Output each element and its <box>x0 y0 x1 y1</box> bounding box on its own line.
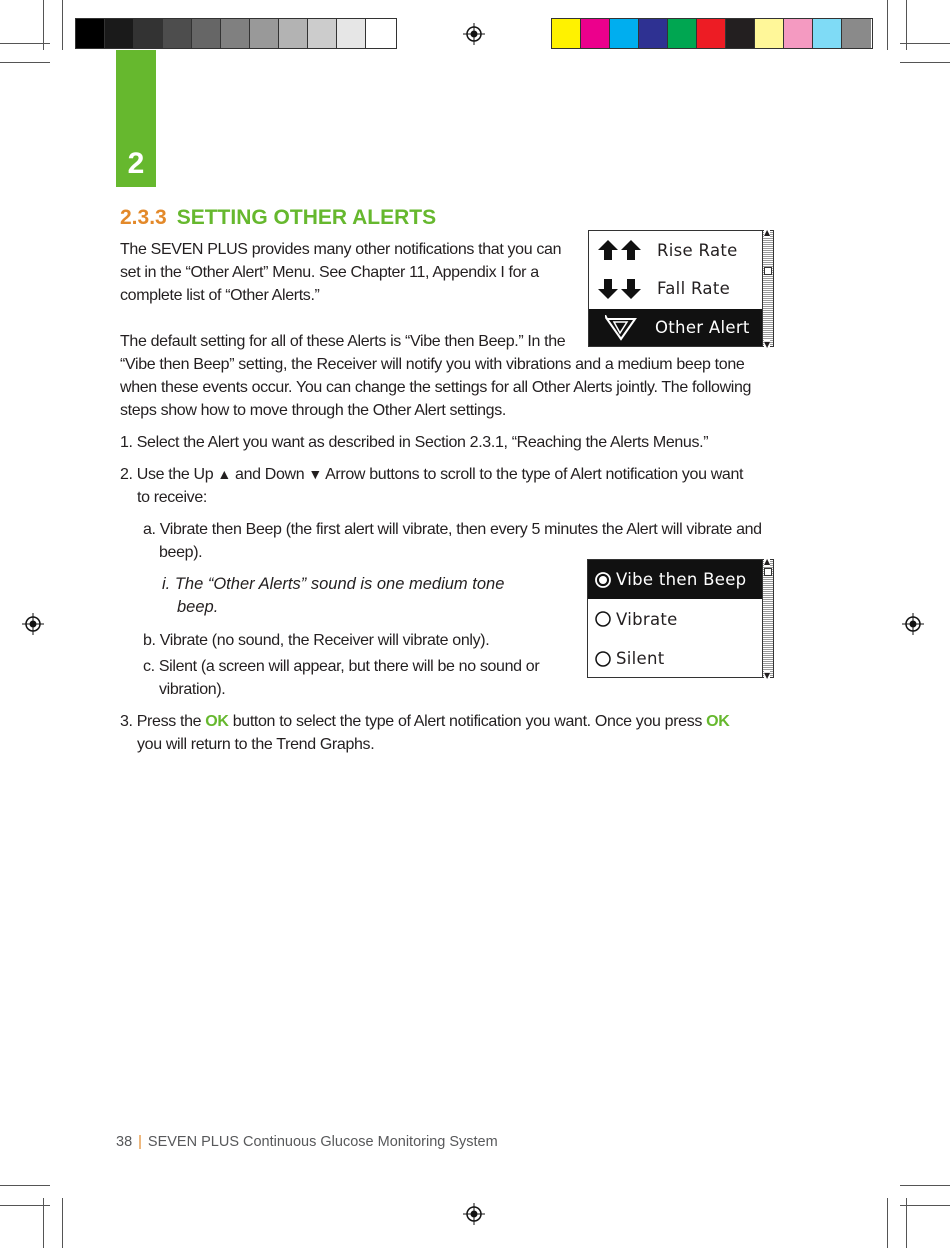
step-3 <box>120 710 790 756</box>
footer-separator: | <box>138 1134 142 1150</box>
section-heading <box>120 206 436 230</box>
crop-mark <box>887 0 888 50</box>
sub-item-a <box>143 518 803 564</box>
sub-item-c-line1: c. Silent (a screen will appear, but there will be no sound or <box>143 658 540 675</box>
ok-button-label: OK <box>205 713 229 730</box>
section-number: 2.3.3 <box>120 206 167 229</box>
scroll-down-arrow-icon: ▼ <box>764 671 771 680</box>
scrollbar-thumb[interactable] <box>764 267 772 275</box>
chapter-number: 2 <box>127 147 145 180</box>
menu-item-label: Other Alert <box>655 318 750 337</box>
step-3-text-b: button to select the type of Alert notification you want. Once you press <box>232 713 703 730</box>
default-text-line1: The default setting for all of these Alerts is “Vibe then Beep.” In the <box>120 333 566 350</box>
color-swatch <box>337 19 366 48</box>
page-footer <box>116 1134 498 1150</box>
crop-mark <box>0 1205 50 1206</box>
color-swatch <box>76 19 105 48</box>
crop-mark <box>0 43 50 44</box>
color-swatch <box>813 19 842 48</box>
crop-mark <box>0 62 50 63</box>
color-swatch <box>134 19 163 48</box>
registration-mark-icon <box>902 613 924 635</box>
crop-mark <box>900 62 950 63</box>
sub-item-c-line2: vibration). <box>159 681 226 698</box>
color-swatch <box>192 19 221 48</box>
footer-title: SEVEN PLUS Continuous Glucose Monitoring System <box>147 1134 498 1150</box>
color-swatch <box>366 19 395 48</box>
scrollbar[interactable] <box>762 557 773 680</box>
chapter-tab <box>116 50 156 187</box>
default-text-rest: “Vibe then Beep” setting, the Receiver will notify you with vibrations and a medium beep tone when these events occur. You can change the settings for all Other Alerts jointly. The following steps show how to move through the Other Alert settings. <box>120 356 752 419</box>
menu-item-label: Fall Rate <box>657 279 731 298</box>
step-2-text-d: to receive: <box>137 489 207 506</box>
alert-options-screen <box>587 559 774 678</box>
color-swatch <box>639 19 668 48</box>
scrollbar[interactable] <box>762 228 773 349</box>
color-swatch <box>610 19 639 48</box>
scroll-up-arrow-icon: ▲ <box>764 228 771 237</box>
menu-item-fall-rate[interactable] <box>589 269 763 308</box>
registration-mark-icon <box>463 1203 485 1225</box>
color-swatch <box>784 19 813 48</box>
radio-selected-icon <box>594 571 612 589</box>
menu-item-other-alert[interactable] <box>589 309 763 346</box>
grayscale-color-bar <box>75 18 397 49</box>
step-1-text: 1. Select the Alert you want as described in Section 2.3.1, “Reaching the Alerts Menus.” <box>120 434 709 451</box>
down-arrow-icon: ▼ <box>308 466 322 482</box>
section-title: SETTING OTHER ALERTS <box>176 206 437 229</box>
alert-menu-screen <box>588 230 774 347</box>
process-color-bar <box>551 18 873 49</box>
step-2-text-a: 2. Use the Up <box>120 466 214 483</box>
crop-mark <box>62 1198 63 1248</box>
color-swatch <box>163 19 192 48</box>
crop-mark <box>0 1185 50 1186</box>
sub-item-i-line2: beep. <box>177 598 219 616</box>
option-vibrate[interactable] <box>588 599 763 639</box>
double-up-arrow-icon <box>597 239 649 261</box>
color-swatch <box>755 19 784 48</box>
sub-item-c <box>143 655 583 701</box>
color-swatch <box>842 19 871 48</box>
sub-item-b-text: b. Vibrate (no sound, the Receiver will vibrate only). <box>143 632 490 649</box>
scrollbar-thumb[interactable] <box>764 568 772 576</box>
color-swatch <box>552 19 581 48</box>
registration-mark-icon <box>22 613 44 635</box>
option-label: Vibe then Beep <box>616 570 747 589</box>
step-2 <box>120 463 790 509</box>
crop-mark <box>900 43 950 44</box>
color-swatch <box>581 19 610 48</box>
crop-mark <box>887 1198 888 1248</box>
sub-item-b <box>143 629 583 652</box>
step-2-text-c: Arrow buttons to scroll to the type of Alert notification you want <box>325 466 744 483</box>
menu-item-label: Rise Rate <box>657 240 738 260</box>
color-swatch <box>697 19 726 48</box>
scroll-down-arrow-icon: ▼ <box>764 340 771 349</box>
color-swatch <box>726 19 755 48</box>
ok-button-label: OK <box>706 713 730 730</box>
crop-mark <box>900 1205 950 1206</box>
option-silent[interactable] <box>588 639 763 678</box>
up-arrow-icon: ▲ <box>217 466 231 482</box>
color-swatch <box>668 19 697 48</box>
scroll-up-arrow-icon: ▲ <box>764 557 771 566</box>
color-swatch <box>279 19 308 48</box>
color-swatch <box>105 19 134 48</box>
option-vibe-then-beep[interactable] <box>588 560 763 599</box>
page-number: 38 <box>116 1134 133 1150</box>
crop-mark <box>62 0 63 50</box>
registration-mark-icon <box>463 23 485 45</box>
step-2-text-b: and Down <box>235 466 305 483</box>
step-3-text-c: you will return to the Trend Graphs. <box>137 736 375 753</box>
radio-unselected-icon <box>594 610 612 628</box>
sub-item-a-line1: a. Vibrate then Beep (the first alert will vibrate, then every 5 minutes the Alert will vibrate and <box>143 521 762 538</box>
color-swatch <box>250 19 279 48</box>
step-3-text-a: 3. Press the <box>120 713 202 730</box>
intro-paragraph <box>120 238 570 307</box>
sub-item-a-line2: beep). <box>159 544 203 561</box>
menu-item-rise-rate[interactable] <box>589 231 763 269</box>
crop-mark <box>900 1185 950 1186</box>
sub-item-i-line1: i. The “Other Alerts” sound is one medium tone <box>162 575 505 593</box>
color-swatch <box>308 19 337 48</box>
double-down-arrow-icon <box>597 278 649 300</box>
sub-item-i <box>162 573 582 619</box>
flag-icon <box>605 315 639 341</box>
color-swatch <box>221 19 250 48</box>
intro-text: The SEVEN PLUS provides many other notifications that you can set in the “Other Alert” Menu. See Chapter 11, Appendix I for a complete list of “Other Alerts.” <box>120 241 562 304</box>
step-1 <box>120 431 780 454</box>
option-label: Silent <box>616 649 665 668</box>
option-label: Vibrate <box>616 609 678 629</box>
radio-unselected-icon <box>594 650 612 668</box>
